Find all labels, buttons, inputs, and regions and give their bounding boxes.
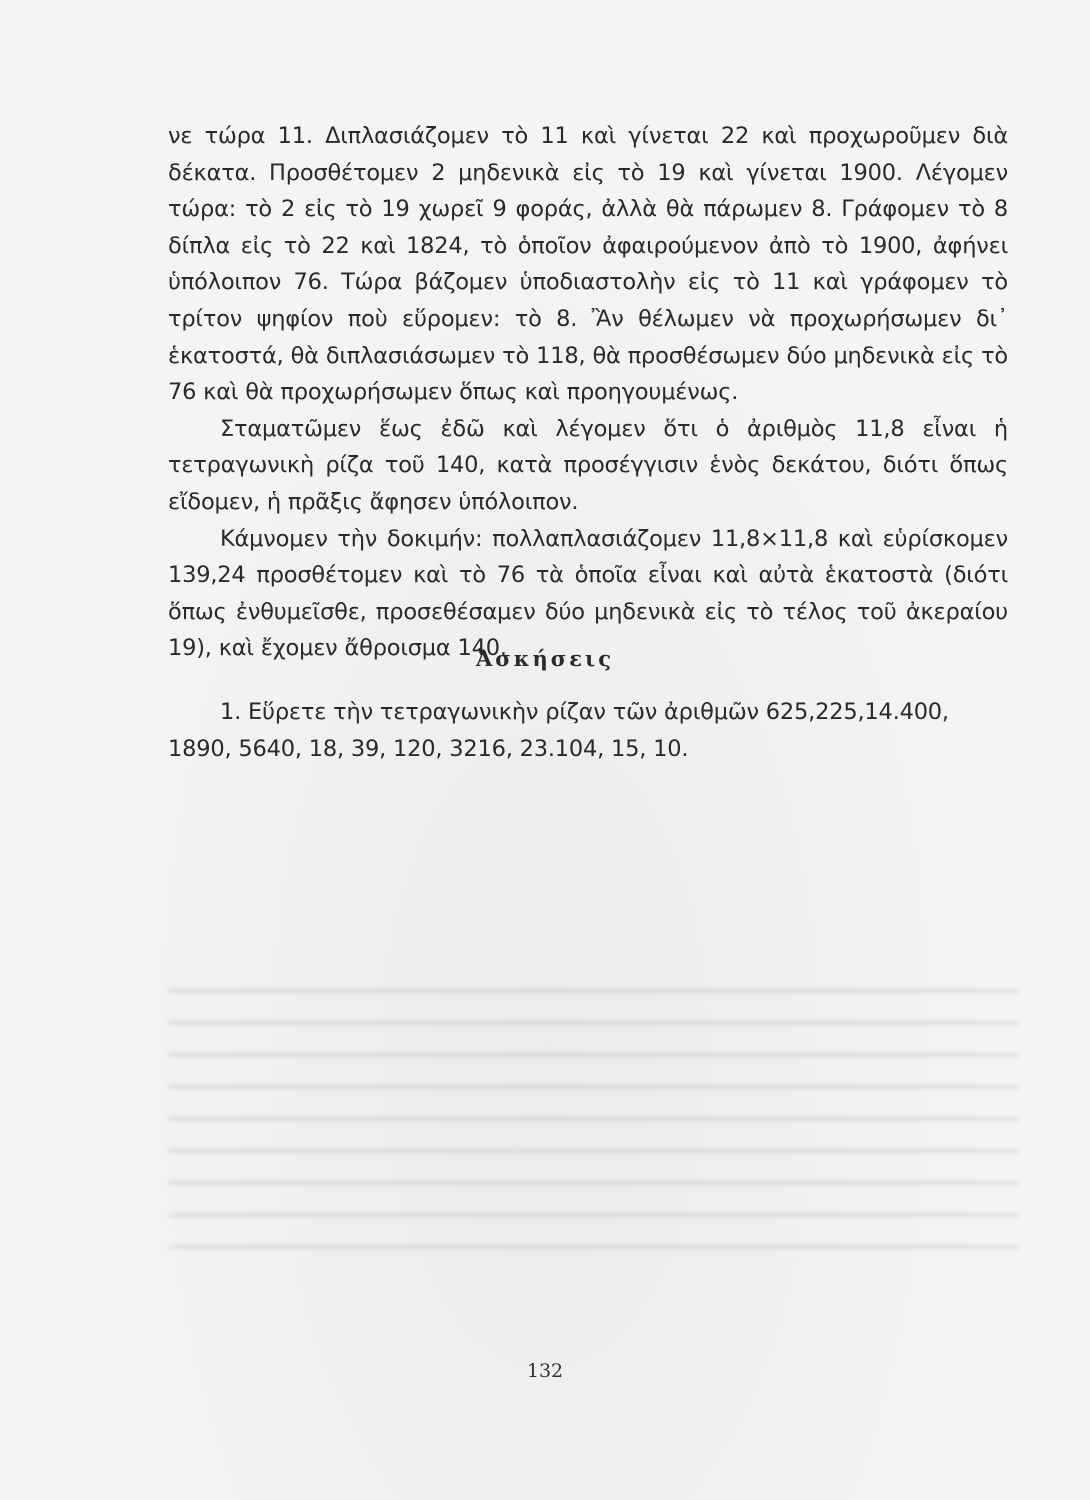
paragraph-verification: Κάμνομεν τὴν δοκιμήν: πολλαπλασιάζομεν 11,8×11,8 καὶ εὑρίσκομεν 139,24 προσθέτομεν καὶ τὸ 76 τὰ ὁποῖα εἶναι καὶ αὐτὰ ἑκατοστὰ (διότι ὅπως ἐνθυμεῖσθε, προσεθέσαμεν δύο μηδενικὰ εἰς τὸ τέλος τοῦ ἀκεραίου 19), καὶ ἔχομεν ἄθροισμα 140. [168,525,1008,662]
exercise-item: 1. Εὕρετε τὴν τετραγωνικὴν ρίζαν τῶν ἀριθμῶν 625,225,14.400, 1890, 5640, 18, 39, 120, 3216, 23.104, 15, 10. [168,699,949,762]
exercises-heading: Ἀσκήσεις [476,646,614,671]
body-text [168,118,1008,667]
paragraph-conclusion: Σταματῶμεν ἕως ἐδῶ καὶ λέγομεν ὅτι ὁ ἀριθμὸς 11,8 εἶναι ἡ τετραγωνικὴ ρίζα τοῦ 140, κατὰ προσέγγισιν ἑνὸς δεκάτου, διότι ὅπως εἴδομεν, ἡ πρᾶξις ἄφησεν ὑπόλοιπον. [168,415,1008,515]
show-through-shadow [168,970,1018,1270]
paragraph-division-steps: νε τώρα 11. Διπλασιάζομεν τὸ 11 καὶ γίνεται 22 καὶ προχωροῦμεν διὰ δέκατα. Προσθέτομεν 2 μηδενικὰ εἰς τὸ 19 καὶ γίνεται 1900. Λέγομεν τώρα: τὸ 2 εἰς τὸ 19 χωρεῖ 9 φοράς, ἀλλὰ θὰ πάρωμεν 8. Γράφομεν τὸ 8 δίπλα εἰς τὸ 22 καὶ 1824, τὸ ὁποῖον ἀφαιρούμενον ἀπὸ τὸ 1900, ἀφήνει ὑπόλοιπον 76. Τώρα βάζομεν ὑποδιαστολὴν εἰς τὸ 11 καὶ γράφομεν τὸ τρίτον ψηφίον ποὺ εὕρομεν: τὸ 8. Ἂν θέλωμεν νὰ προχωρήσωμεν δι᾽ ἑκατοστά, θὰ διπλασιάσωμεν τὸ 118, θὰ προσθέσωμεν δύο μηδενικὰ εἰς τὸ 76 καὶ θὰ προχωρήσωμεν ὅπως καὶ προηγουμένως. [168,123,1008,406]
page-number: 132 [526,1360,564,1382]
